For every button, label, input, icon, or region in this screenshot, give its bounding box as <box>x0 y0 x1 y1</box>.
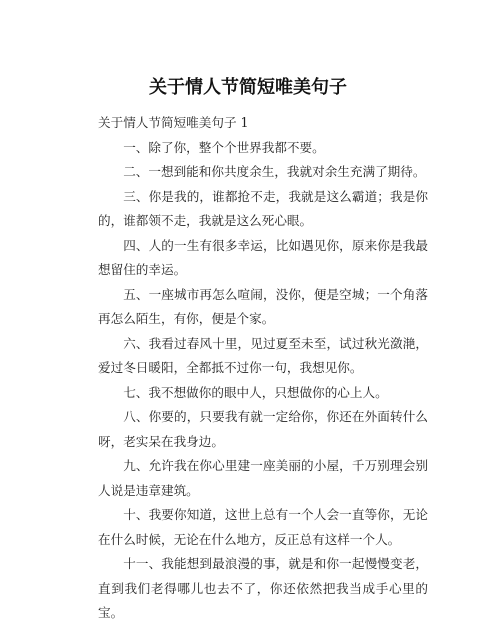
paragraph-6: 六、我看过春风十里，见过夏至未至，试过秋光潋滟，爱过冬日暖阳，全都抵不过你一句，我想见你。 <box>98 335 428 375</box>
paragraph-11: 十一、我能想到最浪漫的事，就是和你一起慢慢变老，直到我们老得哪儿也去不了，你还依然把我当成手心里的宝。 <box>98 556 428 620</box>
paragraph-3: 三、你是我的，谁都抢不走，我就是这么霸道；我是你的，谁都领不走，我就是这么死心眼。 <box>98 188 428 228</box>
document-subtitle: 关于情人节简短唯美句子 1 <box>98 115 249 130</box>
paragraph-8: 八、你要的，只要我有就一定给你，你还在外面转什么呀，老实呆在我身边。 <box>98 409 428 449</box>
paragraph-4: 四、人的一生有很多幸运，比如遇见你，原来你是我最想留住的幸运。 <box>98 237 428 277</box>
paragraph-9: 九、允许我在你心里建一座美丽的小屋，千万别理会别人说是违章建筑。 <box>98 458 428 498</box>
paragraph-10: 十、我要你知道，这世上总有一个人会一直等你，无论在什么时候，无论在什么地方，反正总有这样一个人。 <box>98 507 428 547</box>
paragraph-2: 二、一想到能和你共度余生，我就对余生充满了期待。 <box>123 164 426 179</box>
document-title: 关于情人节简短唯美句子 <box>149 77 347 98</box>
paragraph-5: 五、一座城市再怎么喧闹，没你，便是空城；一个角落再怎么陌生，有你，便是个家。 <box>98 286 428 326</box>
document-body <box>98 111 428 626</box>
paragraph-7: 七、我不想做你的眼中人，只想做你的心上人。 <box>123 384 388 400</box>
paragraph-1: 一、除了你，整个个世界我都不要。 <box>123 139 325 155</box>
